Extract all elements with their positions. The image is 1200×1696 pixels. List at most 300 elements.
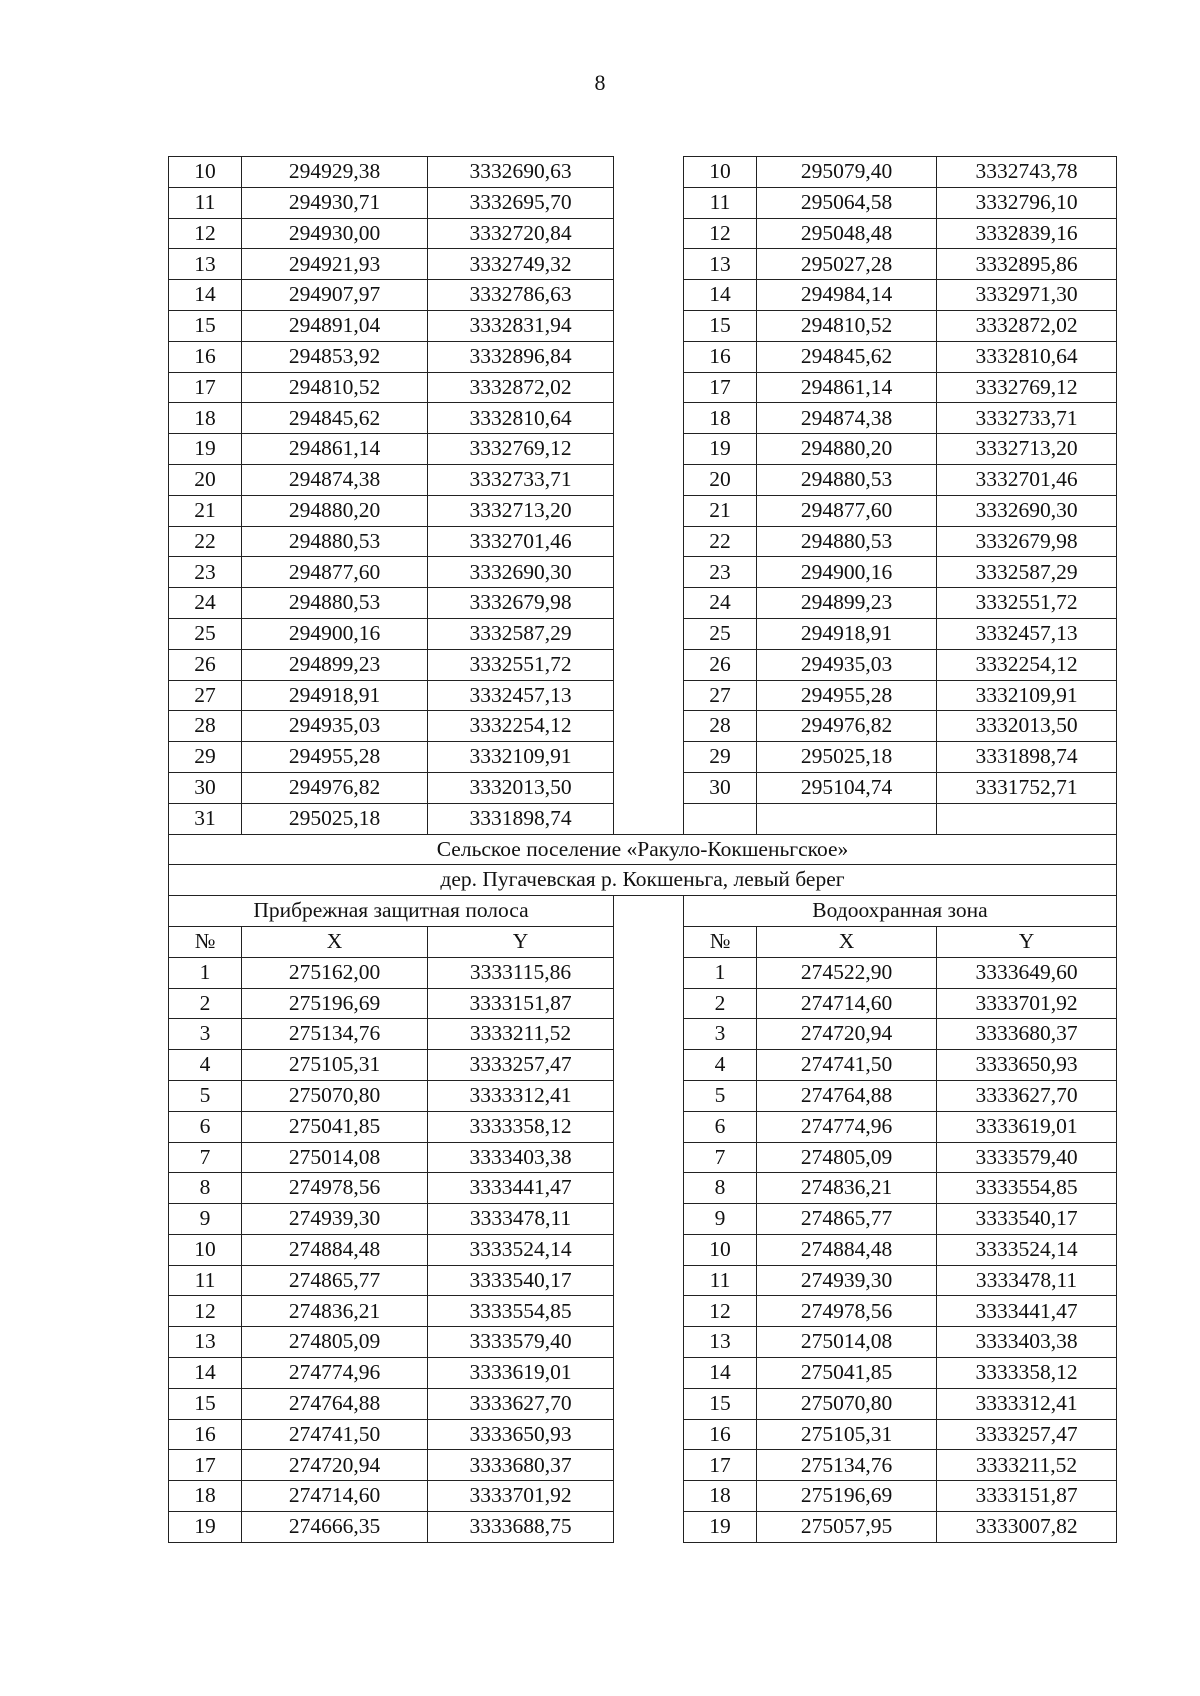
table-gap bbox=[614, 557, 684, 588]
right-point-number-cell: 21 bbox=[684, 495, 757, 526]
left-x-coordinate-cell: 294853,92 bbox=[242, 341, 428, 372]
right-x-coordinate-cell: 294877,60 bbox=[757, 495, 937, 526]
table-row bbox=[169, 1111, 1117, 1142]
right-x-coordinate-cell: 274884,48 bbox=[757, 1234, 937, 1265]
right-x-coordinate-cell: 295079,40 bbox=[757, 157, 937, 188]
table-row bbox=[169, 1173, 1117, 1204]
section-headers bbox=[169, 834, 1117, 957]
left-x-coordinate-cell: 295025,18 bbox=[242, 803, 428, 834]
table-gap bbox=[614, 310, 684, 341]
table-gap bbox=[614, 772, 684, 803]
right-point-number-cell: 17 bbox=[684, 1450, 757, 1481]
right-y-coordinate-cell: 3332457,13 bbox=[937, 618, 1117, 649]
left-point-number-cell: 7 bbox=[169, 1142, 242, 1173]
left-y-coordinate-cell: 3332733,71 bbox=[428, 464, 614, 495]
left-y-coordinate-cell: 3333478,11 bbox=[428, 1204, 614, 1235]
table-gap bbox=[614, 526, 684, 557]
table-gap bbox=[614, 187, 684, 218]
table-row bbox=[169, 772, 1117, 803]
left-point-number-cell: 19 bbox=[169, 1512, 242, 1543]
left-y-coordinate-cell: 3332457,13 bbox=[428, 680, 614, 711]
right-point-number-cell: 3 bbox=[684, 1019, 757, 1050]
left-point-number-cell: 5 bbox=[169, 1080, 242, 1111]
right-y-coordinate-cell: 3333403,38 bbox=[937, 1327, 1117, 1358]
table-row bbox=[169, 464, 1117, 495]
table-gap bbox=[614, 1388, 684, 1419]
left-x-coordinate-cell: 275105,31 bbox=[242, 1050, 428, 1081]
table-row bbox=[169, 1419, 1117, 1450]
right-point-number-cell: 25 bbox=[684, 618, 757, 649]
right-point-number-cell: 17 bbox=[684, 372, 757, 403]
right-x-coordinate-cell: 294918,91 bbox=[757, 618, 937, 649]
left-y-coordinate-cell: 3333619,01 bbox=[428, 1358, 614, 1389]
left-x-coordinate-cell: 294935,03 bbox=[242, 711, 428, 742]
table-row bbox=[169, 1080, 1117, 1111]
left-x-coordinate-cell: 294880,20 bbox=[242, 495, 428, 526]
left-x-coordinate-cell: 294877,60 bbox=[242, 557, 428, 588]
right-point-number-cell: 19 bbox=[684, 434, 757, 465]
right-y-coordinate-cell: 3333540,17 bbox=[937, 1204, 1117, 1235]
right-point-number-cell: 19 bbox=[684, 1512, 757, 1543]
table-row bbox=[169, 1265, 1117, 1296]
right-y-coordinate-cell: 3333619,01 bbox=[937, 1111, 1117, 1142]
right-header-x: X bbox=[757, 926, 937, 957]
table-gap bbox=[614, 1173, 684, 1204]
right-y-coordinate-cell: 3332713,20 bbox=[937, 434, 1117, 465]
right-x-coordinate-cell: 295048,48 bbox=[757, 218, 937, 249]
left-point-number-cell: 27 bbox=[169, 680, 242, 711]
table-row bbox=[169, 434, 1117, 465]
left-point-number-cell: 2 bbox=[169, 988, 242, 1019]
right-x-coordinate-cell: 294900,16 bbox=[757, 557, 937, 588]
left-x-coordinate-cell: 274764,88 bbox=[242, 1388, 428, 1419]
table-row bbox=[169, 1142, 1117, 1173]
top-section bbox=[169, 157, 1117, 835]
left-y-coordinate-cell: 3332551,72 bbox=[428, 649, 614, 680]
right-y-coordinate-cell: 3333524,14 bbox=[937, 1234, 1117, 1265]
left-y-coordinate-cell: 3333441,47 bbox=[428, 1173, 614, 1204]
right-y-coordinate-cell: 3332013,50 bbox=[937, 711, 1117, 742]
coordinates-table bbox=[168, 156, 1117, 1543]
left-header-x: X bbox=[242, 926, 428, 957]
right-y-coordinate-cell: 3332109,91 bbox=[937, 680, 1117, 711]
right-point-number-cell: 1 bbox=[684, 957, 757, 988]
right-point-number-cell: 18 bbox=[684, 1481, 757, 1512]
table-gap bbox=[614, 157, 684, 188]
table-row bbox=[169, 1358, 1117, 1389]
table-gap bbox=[614, 1204, 684, 1235]
right-y-coordinate-cell: 3333257,47 bbox=[937, 1419, 1117, 1450]
right-y-coordinate-cell: 3333151,87 bbox=[937, 1481, 1117, 1512]
left-x-coordinate-cell: 294874,38 bbox=[242, 464, 428, 495]
right-x-coordinate-cell: 275134,76 bbox=[757, 1450, 937, 1481]
table-row bbox=[169, 588, 1117, 619]
table-gap bbox=[614, 1327, 684, 1358]
left-point-number-cell: 19 bbox=[169, 434, 242, 465]
table-gap bbox=[614, 403, 684, 434]
left-y-coordinate-cell: 3332013,50 bbox=[428, 772, 614, 803]
right-x-coordinate-cell: 274522,90 bbox=[757, 957, 937, 988]
table-gap bbox=[614, 1481, 684, 1512]
right-y-coordinate-cell: 3332701,46 bbox=[937, 464, 1117, 495]
left-x-coordinate-cell: 274805,09 bbox=[242, 1327, 428, 1358]
left-y-coordinate-cell: 3332786,63 bbox=[428, 280, 614, 311]
left-table-caption: Прибрежная защитная полоса bbox=[169, 896, 614, 927]
settlement-title: Сельское поселение «Ракуло-Кокшеньгское» bbox=[169, 834, 1117, 865]
left-y-coordinate-cell: 3333115,86 bbox=[428, 957, 614, 988]
left-x-coordinate-cell: 294880,53 bbox=[242, 588, 428, 619]
right-y-coordinate-cell: 3333680,37 bbox=[937, 1019, 1117, 1050]
right-point-number-cell: 22 bbox=[684, 526, 757, 557]
right-x-coordinate-cell: 294874,38 bbox=[757, 403, 937, 434]
right-x-coordinate-cell: 294984,14 bbox=[757, 280, 937, 311]
right-point-number-cell: 12 bbox=[684, 218, 757, 249]
left-x-coordinate-cell: 275196,69 bbox=[242, 988, 428, 1019]
left-point-number-cell: 3 bbox=[169, 1019, 242, 1050]
table-row bbox=[169, 1019, 1117, 1050]
left-point-number-cell: 31 bbox=[169, 803, 242, 834]
table-gap bbox=[614, 988, 684, 1019]
left-x-coordinate-cell: 294976,82 bbox=[242, 772, 428, 803]
left-point-number-cell: 11 bbox=[169, 187, 242, 218]
left-x-coordinate-cell: 294907,97 bbox=[242, 280, 428, 311]
right-point-number-cell: 20 bbox=[684, 464, 757, 495]
right-point-number-cell: 13 bbox=[684, 249, 757, 280]
left-point-number-cell: 28 bbox=[169, 711, 242, 742]
left-y-coordinate-cell: 3333524,14 bbox=[428, 1234, 614, 1265]
right-x-coordinate-cell: 294861,14 bbox=[757, 372, 937, 403]
table-row bbox=[169, 618, 1117, 649]
table-row bbox=[169, 1204, 1117, 1235]
right-x-coordinate-cell: 274865,77 bbox=[757, 1204, 937, 1235]
table-gap bbox=[614, 896, 684, 927]
left-point-number-cell: 18 bbox=[169, 403, 242, 434]
table-gap bbox=[614, 680, 684, 711]
left-point-number-cell: 10 bbox=[169, 1234, 242, 1265]
right-point-number-cell: 29 bbox=[684, 742, 757, 773]
right-point-number-cell: 4 bbox=[684, 1050, 757, 1081]
left-x-coordinate-cell: 294930,00 bbox=[242, 218, 428, 249]
right-y-coordinate-cell: 3333627,70 bbox=[937, 1080, 1117, 1111]
left-point-number-cell: 22 bbox=[169, 526, 242, 557]
right-y-coordinate-cell: 3332872,02 bbox=[937, 310, 1117, 341]
table-row bbox=[169, 649, 1117, 680]
right-x-coordinate-cell: 294955,28 bbox=[757, 680, 937, 711]
right-y-coordinate-cell: 3333441,47 bbox=[937, 1296, 1117, 1327]
left-y-coordinate-cell: 3332769,12 bbox=[428, 434, 614, 465]
right-point-number-cell: 24 bbox=[684, 588, 757, 619]
left-y-coordinate-cell: 3332896,84 bbox=[428, 341, 614, 372]
table-gap bbox=[614, 618, 684, 649]
left-y-coordinate-cell: 3333701,92 bbox=[428, 1481, 614, 1512]
right-y-coordinate-cell: 3332587,29 bbox=[937, 557, 1117, 588]
table-gap bbox=[614, 1234, 684, 1265]
left-point-number-cell: 12 bbox=[169, 218, 242, 249]
right-point-number-cell: 8 bbox=[684, 1173, 757, 1204]
table-gap bbox=[614, 649, 684, 680]
right-x-coordinate-cell: 274805,09 bbox=[757, 1142, 937, 1173]
left-point-number-cell: 8 bbox=[169, 1173, 242, 1204]
left-point-number-cell: 16 bbox=[169, 341, 242, 372]
right-y-coordinate-cell: 3333649,60 bbox=[937, 957, 1117, 988]
left-point-number-cell: 20 bbox=[169, 464, 242, 495]
left-x-coordinate-cell: 294845,62 bbox=[242, 403, 428, 434]
right-y-coordinate-cell: 3332733,71 bbox=[937, 403, 1117, 434]
left-x-coordinate-cell: 275014,08 bbox=[242, 1142, 428, 1173]
left-y-coordinate-cell: 3332690,63 bbox=[428, 157, 614, 188]
table-gap bbox=[614, 434, 684, 465]
table-row bbox=[169, 1512, 1117, 1543]
left-y-coordinate-cell: 3332831,94 bbox=[428, 310, 614, 341]
left-point-number-cell: 17 bbox=[169, 1450, 242, 1481]
left-y-coordinate-cell: 3332109,91 bbox=[428, 742, 614, 773]
left-point-number-cell: 26 bbox=[169, 649, 242, 680]
table-gap bbox=[614, 249, 684, 280]
right-y-coordinate-cell: 3333007,82 bbox=[937, 1512, 1117, 1543]
left-y-coordinate-cell: 3333151,87 bbox=[428, 988, 614, 1019]
right-y-coordinate-cell: 3332679,98 bbox=[937, 526, 1117, 557]
right-x-coordinate-cell: 275041,85 bbox=[757, 1358, 937, 1389]
right-point-number-cell: 12 bbox=[684, 1296, 757, 1327]
right-point-number-cell: 23 bbox=[684, 557, 757, 588]
left-x-coordinate-cell: 274666,35 bbox=[242, 1512, 428, 1543]
right-point-number-cell: 6 bbox=[684, 1111, 757, 1142]
right-point-number-cell: 26 bbox=[684, 649, 757, 680]
left-y-coordinate-cell: 3333650,93 bbox=[428, 1419, 614, 1450]
left-y-coordinate-cell: 3333680,37 bbox=[428, 1450, 614, 1481]
right-x-coordinate-cell: 295025,18 bbox=[757, 742, 937, 773]
right-y-coordinate-cell: 3332796,10 bbox=[937, 187, 1117, 218]
table-row bbox=[169, 372, 1117, 403]
left-x-coordinate-cell: 274939,30 bbox=[242, 1204, 428, 1235]
left-x-coordinate-cell: 294861,14 bbox=[242, 434, 428, 465]
left-x-coordinate-cell: 274836,21 bbox=[242, 1296, 428, 1327]
table-gap bbox=[614, 711, 684, 742]
left-x-coordinate-cell: 274741,50 bbox=[242, 1419, 428, 1450]
right-x-coordinate-cell: 274764,88 bbox=[757, 1080, 937, 1111]
right-x-coordinate-cell: 294935,03 bbox=[757, 649, 937, 680]
right-y-coordinate-cell bbox=[937, 803, 1117, 834]
right-point-number-cell: 2 bbox=[684, 988, 757, 1019]
left-x-coordinate-cell: 294810,52 bbox=[242, 372, 428, 403]
table-gap bbox=[614, 742, 684, 773]
right-table-caption: Водоохранная зона bbox=[684, 896, 1117, 927]
table-gap bbox=[614, 1296, 684, 1327]
right-y-coordinate-cell: 3333312,41 bbox=[937, 1388, 1117, 1419]
left-x-coordinate-cell: 294900,16 bbox=[242, 618, 428, 649]
table-row bbox=[169, 957, 1117, 988]
right-x-coordinate-cell: 274714,60 bbox=[757, 988, 937, 1019]
left-y-coordinate-cell: 3332679,98 bbox=[428, 588, 614, 619]
left-x-coordinate-cell: 274884,48 bbox=[242, 1234, 428, 1265]
right-x-coordinate-cell: 295027,28 bbox=[757, 249, 937, 280]
left-y-coordinate-cell: 3333540,17 bbox=[428, 1265, 614, 1296]
left-y-coordinate-cell: 3332720,84 bbox=[428, 218, 614, 249]
table-row bbox=[169, 1234, 1117, 1265]
right-x-coordinate-cell: 275070,80 bbox=[757, 1388, 937, 1419]
left-x-coordinate-cell: 294921,93 bbox=[242, 249, 428, 280]
left-point-number-cell: 15 bbox=[169, 310, 242, 341]
right-point-number-cell: 13 bbox=[684, 1327, 757, 1358]
right-x-coordinate-cell: 274774,96 bbox=[757, 1111, 937, 1142]
left-x-coordinate-cell: 294955,28 bbox=[242, 742, 428, 773]
right-point-number-cell: 14 bbox=[684, 280, 757, 311]
right-point-number-cell: 15 bbox=[684, 1388, 757, 1419]
left-point-number-cell: 15 bbox=[169, 1388, 242, 1419]
bottom-section bbox=[169, 957, 1117, 1542]
left-point-number-cell: 29 bbox=[169, 742, 242, 773]
table-row bbox=[169, 1050, 1117, 1081]
right-y-coordinate-cell: 3332743,78 bbox=[937, 157, 1117, 188]
left-y-coordinate-cell: 3332701,46 bbox=[428, 526, 614, 557]
left-point-number-cell: 12 bbox=[169, 1296, 242, 1327]
table-row bbox=[169, 218, 1117, 249]
right-y-coordinate-cell: 3333701,92 bbox=[937, 988, 1117, 1019]
left-y-coordinate-cell: 3332254,12 bbox=[428, 711, 614, 742]
table-gap bbox=[614, 1419, 684, 1450]
right-y-coordinate-cell: 3332690,30 bbox=[937, 495, 1117, 526]
right-y-coordinate-cell: 3333650,93 bbox=[937, 1050, 1117, 1081]
table-row bbox=[169, 403, 1117, 434]
right-x-coordinate-cell: 294976,82 bbox=[757, 711, 937, 742]
right-y-coordinate-cell: 3332810,64 bbox=[937, 341, 1117, 372]
table-row bbox=[169, 1296, 1117, 1327]
table-gap bbox=[614, 495, 684, 526]
right-y-coordinate-cell: 3333358,12 bbox=[937, 1358, 1117, 1389]
left-point-number-cell: 14 bbox=[169, 1358, 242, 1389]
right-point-number-cell bbox=[684, 803, 757, 834]
table-row bbox=[169, 157, 1117, 188]
right-x-coordinate-cell: 294845,62 bbox=[757, 341, 937, 372]
right-x-coordinate-cell: 275057,95 bbox=[757, 1512, 937, 1543]
left-x-coordinate-cell: 294918,91 bbox=[242, 680, 428, 711]
right-point-number-cell: 15 bbox=[684, 310, 757, 341]
right-header-number: № bbox=[684, 926, 757, 957]
left-x-coordinate-cell: 274720,94 bbox=[242, 1450, 428, 1481]
right-x-coordinate-cell: 294810,52 bbox=[757, 310, 937, 341]
right-x-coordinate-cell: 274836,21 bbox=[757, 1173, 937, 1204]
left-y-coordinate-cell: 3333257,47 bbox=[428, 1050, 614, 1081]
left-point-number-cell: 30 bbox=[169, 772, 242, 803]
left-y-coordinate-cell: 3333403,38 bbox=[428, 1142, 614, 1173]
left-header-number: № bbox=[169, 926, 242, 957]
right-point-number-cell: 28 bbox=[684, 711, 757, 742]
right-point-number-cell: 10 bbox=[684, 157, 757, 188]
left-point-number-cell: 17 bbox=[169, 372, 242, 403]
right-x-coordinate-cell: 274939,30 bbox=[757, 1265, 937, 1296]
left-y-coordinate-cell: 3332749,32 bbox=[428, 249, 614, 280]
left-point-number-cell: 10 bbox=[169, 157, 242, 188]
table-row bbox=[169, 1327, 1117, 1358]
table-row bbox=[169, 988, 1117, 1019]
left-y-coordinate-cell: 3333312,41 bbox=[428, 1080, 614, 1111]
right-x-coordinate-cell: 294880,20 bbox=[757, 434, 937, 465]
left-point-number-cell: 9 bbox=[169, 1204, 242, 1235]
right-y-coordinate-cell: 3331752,71 bbox=[937, 772, 1117, 803]
left-y-coordinate-cell: 3332872,02 bbox=[428, 372, 614, 403]
right-point-number-cell: 14 bbox=[684, 1358, 757, 1389]
left-point-number-cell: 18 bbox=[169, 1481, 242, 1512]
table-row bbox=[169, 1481, 1117, 1512]
table-row bbox=[169, 249, 1117, 280]
table-gap bbox=[614, 1050, 684, 1081]
left-point-number-cell: 4 bbox=[169, 1050, 242, 1081]
right-point-number-cell: 11 bbox=[684, 187, 757, 218]
table-gap bbox=[614, 588, 684, 619]
right-y-coordinate-cell: 3333478,11 bbox=[937, 1265, 1117, 1296]
left-x-coordinate-cell: 275070,80 bbox=[242, 1080, 428, 1111]
right-point-number-cell: 10 bbox=[684, 1234, 757, 1265]
table-row bbox=[169, 557, 1117, 588]
left-point-number-cell: 13 bbox=[169, 249, 242, 280]
right-x-coordinate-cell: 295064,58 bbox=[757, 187, 937, 218]
right-y-coordinate-cell: 3333579,40 bbox=[937, 1142, 1117, 1173]
right-point-number-cell: 18 bbox=[684, 403, 757, 434]
left-point-number-cell: 11 bbox=[169, 1265, 242, 1296]
left-y-coordinate-cell: 3333688,75 bbox=[428, 1512, 614, 1543]
right-x-coordinate-cell: 275105,31 bbox=[757, 1419, 937, 1450]
table-gap bbox=[614, 341, 684, 372]
table-row bbox=[169, 711, 1117, 742]
location-title: дер. Пугачевская р. Кокшеньга, левый берег bbox=[169, 865, 1117, 896]
table-gap bbox=[614, 926, 684, 957]
page-number: 8 bbox=[594, 70, 606, 95]
right-y-coordinate-cell: 3333211,52 bbox=[937, 1450, 1117, 1481]
right-y-coordinate-cell: 3332551,72 bbox=[937, 588, 1117, 619]
left-point-number-cell: 13 bbox=[169, 1327, 242, 1358]
right-y-coordinate-cell: 3333554,85 bbox=[937, 1173, 1117, 1204]
right-point-number-cell: 9 bbox=[684, 1204, 757, 1235]
left-x-coordinate-cell: 275041,85 bbox=[242, 1111, 428, 1142]
table-row bbox=[169, 680, 1117, 711]
table-row bbox=[169, 803, 1117, 834]
left-point-number-cell: 6 bbox=[169, 1111, 242, 1142]
left-y-coordinate-cell: 3333358,12 bbox=[428, 1111, 614, 1142]
left-point-number-cell: 24 bbox=[169, 588, 242, 619]
right-point-number-cell: 30 bbox=[684, 772, 757, 803]
left-x-coordinate-cell: 274978,56 bbox=[242, 1173, 428, 1204]
table-gap bbox=[614, 1265, 684, 1296]
right-x-coordinate-cell: 274720,94 bbox=[757, 1019, 937, 1050]
left-y-coordinate-cell: 3333554,85 bbox=[428, 1296, 614, 1327]
left-y-coordinate-cell: 3333211,52 bbox=[428, 1019, 614, 1050]
table-gap bbox=[614, 280, 684, 311]
left-x-coordinate-cell: 274714,60 bbox=[242, 1481, 428, 1512]
table-gap bbox=[614, 464, 684, 495]
right-x-coordinate-cell: 274978,56 bbox=[757, 1296, 937, 1327]
right-x-coordinate-cell: 275196,69 bbox=[757, 1481, 937, 1512]
table-row bbox=[169, 526, 1117, 557]
table-row bbox=[169, 310, 1117, 341]
right-header-y: Y bbox=[937, 926, 1117, 957]
left-point-number-cell: 16 bbox=[169, 1419, 242, 1450]
left-x-coordinate-cell: 294899,23 bbox=[242, 649, 428, 680]
right-point-number-cell: 16 bbox=[684, 341, 757, 372]
table-row bbox=[169, 1388, 1117, 1419]
left-point-number-cell: 23 bbox=[169, 557, 242, 588]
table-gap bbox=[614, 1512, 684, 1543]
right-y-coordinate-cell: 3332971,30 bbox=[937, 280, 1117, 311]
left-point-number-cell: 1 bbox=[169, 957, 242, 988]
right-x-coordinate-cell: 294880,53 bbox=[757, 464, 937, 495]
left-point-number-cell: 14 bbox=[169, 280, 242, 311]
right-x-coordinate-cell: 275014,08 bbox=[757, 1327, 937, 1358]
right-y-coordinate-cell: 3332895,86 bbox=[937, 249, 1117, 280]
right-point-number-cell: 5 bbox=[684, 1080, 757, 1111]
table-gap bbox=[614, 1358, 684, 1389]
left-y-coordinate-cell: 3332695,70 bbox=[428, 187, 614, 218]
table-row bbox=[169, 495, 1117, 526]
